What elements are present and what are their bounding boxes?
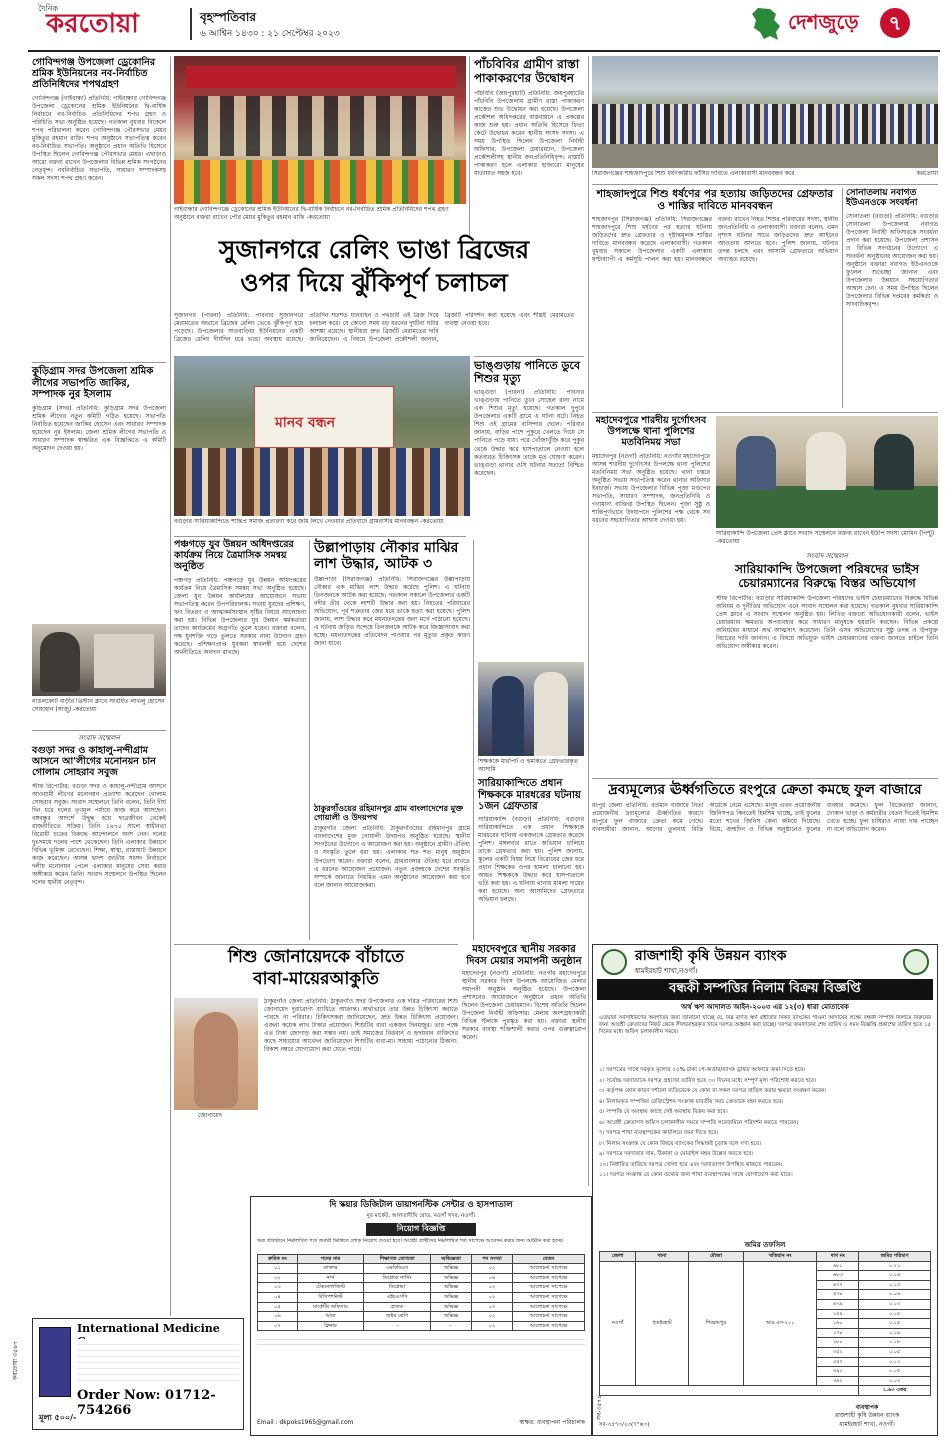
bank-intro: এতদ্বারা সর্বসাধারণের অবগতির জন্য জানানো যাচ্ছে যে, নিম্ন বর্ণিত ঋণ গ্রহীতার নিকট ব্যাংকের পাওনা আদায়ের লক্ষ্যে বন্ধকী সম্পত্তি নিলামে বিক্রয়ের জন্য আগ্রহী ক্রেতাদের নিকট থেকে সীলমোহরকৃত খামে দরপত্র আহ্বান করা যাচ্ছে। দরপত্র জমাদানের শেষ তারিখ ও সময় বিজ্ঞপ্তি প্রকাশের তারিখ হতে ১৫ দিনের মধ্যে অফিস চলাকালীন সময়ে। bbox=[599, 1015, 931, 1036]
ad-diag-table-row bbox=[258, 1292, 585, 1302]
bank-cell-total: ১.৬৩ একর bbox=[859, 1386, 931, 1396]
right-article-3 bbox=[592, 416, 710, 776]
ceremony-flowers bbox=[174, 160, 466, 204]
child-body: ঠাকুরগাঁও জেলা প্রতিনিধি: ঠাকুরগাঁও সদর উপজেলার এক দরিদ্র পরিবারের শিশু জোনায়েদ দুরারোগ্য ব্যাধিতে আক্রান্ত। অর্থাভাবে তার উন্নত চিকিৎসা করাতে পারছে না পরিবার। চিকিৎসকরা জানিয়েছেন, দ্রুত উন্নত চিকিৎসা প্রয়োজন। এজন্য কয়েক লাখ টাকার প্রয়োজন। শিশুটির বাবা একজন দিনমজুর। তার পক্ষে এত টাকা জোগাড় করা সম্ভব নয়। তাই সমাজের বিত্তবান ও হৃদয়বান ব্যক্তিদের কাছে সাহায্যের আবেদন জানিয়েছেন শিশুটির বাবা-মা। সাহায্য পাঠানোর ঠিকানা: বিকাশ নম্বরে যোগাযোগ করা যেতে পারে। bbox=[264, 998, 458, 1054]
ad-diag-table-cell: ০৫ bbox=[258, 1302, 298, 1312]
bank-th: খতিয়ান নং bbox=[743, 1252, 817, 1262]
banner-headline-sujanagar bbox=[174, 236, 574, 308]
section-title: দেশজুড়ে bbox=[788, 10, 859, 34]
right-photo-human-chain bbox=[592, 56, 938, 168]
ad-diag-table-cell: - bbox=[431, 1321, 472, 1331]
bank-table-header bbox=[600, 1252, 931, 1262]
right-photo-caption-text: সিরাজগঞ্জের শাহজাদপুরে শিশু ধর্ষণকারীর ফাঁসির দাবিতে এলাকাবাসী মানববন্ধন করে bbox=[592, 170, 795, 177]
bank-term-item: ৮। নিলাম সংক্রান্ত যে কোন বিষয়ে ব্যাংকের সিদ্ধান্তই চূড়ান্ত বলে গণ্য হবে। bbox=[599, 1140, 762, 1147]
col1-a3-headline: বগুড়া সদর ও কাহালু-নন্দীগ্রাম আসনে আ'লীগের মনোনয়ন চান গোলাম সোহরাব সবুজ bbox=[32, 745, 156, 779]
bank-cell-district: নওগাঁ bbox=[600, 1261, 636, 1386]
arrest-figure-1 bbox=[492, 676, 524, 756]
child-headline-2: বাবা-মায়েরআকুতি bbox=[253, 968, 379, 989]
bank-th: জেলা bbox=[600, 1252, 636, 1262]
drown-article bbox=[474, 360, 584, 660]
bank-table bbox=[599, 1251, 931, 1396]
bank-term-item: ১১। দরপত্র সংক্রান্ত যে কোন তথ্যের জন্য শাখা ব্যবস্থাপকের সাথে যোগাযোগ করা যাবে। bbox=[599, 1172, 793, 1179]
ad-diag-table-cell: অষ্টম শ্রেণি bbox=[364, 1312, 431, 1322]
top-photo-caption bbox=[174, 206, 466, 232]
right-photo-caption-credit: করতোয়া bbox=[916, 170, 938, 177]
bank-cell-amount: ০.১৯ bbox=[859, 1328, 931, 1338]
ad-diag-table-cell: আলোচনা সাপেক্ষে bbox=[512, 1292, 584, 1302]
bank-title: রাজশাহী কৃষি উন্নয়ন ব্যাংক bbox=[635, 948, 787, 964]
col1-rule-1 bbox=[32, 362, 166, 363]
bank-table-body bbox=[600, 1261, 931, 1395]
mahadev-body: মহাদেবপুর (নওগাঁ) প্রতিনিধি: নওগাঁর মহাদেবপুরে স্থানীয় সরকার দিবস উপলক্ষে আয়োজিত মেলার সমাপনী অনুষ্ঠান অনুষ্ঠিত হয়েছে। উপজেলা প্রশাসনের আয়োজনে অনুষ্ঠানে প্রধান অতিথি ছিলেন উপজেলা চেয়ারম্যান। বিশেষ অতিথি ছিলেন উপজেলা নির্বাহী অফিসার। মেলায় অংশগ্রহণকারী বিভিন্ন স্টলকে পুরস্কৃত করা হয়। বক্তারা স্থানীয় সরকার ব্যবস্থা শক্তিশালী করার ওপর গুরুত্বারোপ করেন। bbox=[462, 970, 586, 1042]
bank-term-item: ৭। দরপত্র শাখা ব্যবস্থাপকের কার্যালয়ে জমা দিতে হবে। bbox=[599, 1130, 719, 1137]
bank-cell-dag: ১৬০ bbox=[817, 1319, 859, 1329]
ad-diag-table-cell: ০১ bbox=[258, 1264, 298, 1274]
ad-diag-table-cell: নার্স bbox=[297, 1273, 363, 1283]
ad-diag-table-cell: ক্লিনার bbox=[297, 1321, 363, 1331]
thakur-article bbox=[314, 804, 470, 944]
portrait-figure-2 bbox=[94, 634, 154, 688]
bank-table-title: জমির তফসিল bbox=[744, 1241, 786, 1249]
press-table bbox=[716, 486, 938, 528]
chain-road bbox=[592, 144, 938, 168]
col1-a3-kicker: সংবাদ সম্মেলন bbox=[78, 734, 120, 742]
ad-diag-table-cell: - bbox=[364, 1321, 431, 1331]
ad-diag-th: শিক্ষাগত যোগ্যতা bbox=[364, 1254, 431, 1264]
right-article-2 bbox=[846, 188, 938, 408]
masthead-date: ৬ আশ্বিন ১৪৩০ : ২১ সেপ্টেম্বর ২০২৩ bbox=[200, 28, 340, 39]
right-photo2-caption-credit: -করতোয়া bbox=[716, 537, 740, 545]
ad-diag-table-cell: আলোচনা সাপেক্ষে bbox=[512, 1321, 584, 1331]
bank-cell-mouza: শিবরামপুর bbox=[688, 1261, 743, 1386]
bank-th: জমির পরিমাণ bbox=[859, 1252, 931, 1262]
bank-signer-role: ব্যবস্থাপক bbox=[855, 1403, 879, 1411]
ad-diag-table-row bbox=[258, 1321, 585, 1331]
ceremony-banner bbox=[186, 66, 456, 88]
masthead-day: বৃহস্পতিবার bbox=[200, 10, 256, 24]
ad-diag-table-cell: ডিপ্লোমা bbox=[364, 1283, 431, 1293]
bank-term-item: ৯। দরপত্রে দরদাতার নাম, ঠিকানা ও মোবাইল নম্বর উল্লেখ করতে হবে। bbox=[599, 1151, 754, 1158]
right-article-4 bbox=[716, 552, 938, 772]
right-a1-body: শাহজাদপুর (সিরাজগঞ্জ) প্রতিনিধি: সিরাজগঞ্জের শাহজাদপুরে শিশু ধর্ষণের পর হত্যার ঘটনায় জড়িতদের দ্রুত গ্রেফতার ও দৃষ্টান্তমূলক শাস্তির দাবিতে মানববন্ধন করেছে এলাকাবাসী। গতকাল বুধবার সকালে উপজেলার একটি এলাকায় ঘণ্টাব্যাপী এ কর্মসূচি পালন করা হয়। মানববন্ধনে বক্তব্য রাখেন নিহত শিশুর পরিবারের সদস্য, স্থানীয় জনপ্রতিনিধি ও এলাকাবাসী। বক্তারা বলেন, এমন নৃশংস ঘটনার সাথে জড়িতদের দ্রুত আইনের আওতায় আনতে হবে। পুলিশ জানায়, ঘটনার তদন্ত চলছে এবং আসামি গ্রেফতারে অভিযান অব্যাহত রয়েছে। bbox=[592, 216, 838, 264]
bank-term-item: ৬। আগ্রহী ক্রেতাগণ অফিস চলাকালীন সময়ে সম্পত্তি সরেজমিনে পরিদর্শন করতে পারবেন। bbox=[599, 1119, 799, 1126]
col1-portrait-photo bbox=[32, 624, 166, 696]
ad-diag-table-body bbox=[258, 1264, 585, 1331]
sari-article bbox=[478, 778, 584, 938]
right-article-1 bbox=[592, 188, 838, 408]
page-number: ৭ bbox=[880, 8, 910, 38]
ullah-body: উল্লাপাড়া (সিরাজগঞ্জ) প্রতিনিধি: সিরাজগঞ্জের উল্লাপাড়ায় নৌকার এক মাঝির লাশ উদ্ধার করেছে পুলিশ। এ ঘটনায় তিনজনকে আটক করা হয়েছে। গতকাল সকালে উপজেলার একটি নদীর তীর থেকে লাশটি উদ্ধার করা হয়। নিহতের পরিবারের অভিযোগ, পূর্ব শত্রুতার জের ধরে তাকে হত্যা করা হয়েছে। পুলিশ জানায়, লাশ উদ্ধার করে ময়নাতদন্তের জন্য মর্গে পাঠানো হয়েছে। এ ঘটনায় জড়িত সন্দেহে তিনজনকে আটক করে জিজ্ঞাসাবাদ করা হচ্ছে। ময়নাতদন্তের প্রতিবেদন পাওয়ার পর মৃত্যুর প্রকৃত কারণ জানা যাবে। bbox=[314, 576, 470, 648]
ad-medicine-product-box bbox=[39, 1327, 71, 1397]
ad-diag-table bbox=[257, 1254, 585, 1332]
ad-diag-table-cell: ০২ bbox=[472, 1283, 513, 1293]
bank-cell-thana: ধামইরহাট bbox=[636, 1261, 689, 1386]
banner-photo-caption-credit: -করতোয়া bbox=[420, 518, 444, 525]
bank-signer bbox=[807, 1404, 927, 1429]
bank-cell-dag: ১৮০ bbox=[817, 1338, 859, 1348]
ad-diag-table-cell: ০৬ bbox=[258, 1312, 298, 1322]
bank-cell-amount: ০.১৩ bbox=[859, 1299, 931, 1309]
right-a4-kicker: সংবাদ সম্মেলন bbox=[806, 552, 848, 560]
bank-cell-amount: ০.০২ bbox=[859, 1376, 931, 1386]
right-a1-headline: শাহজাদপুরে শিশু ধর্ষণের পর হত্যায় জড়িতদের গ্রেফতার ও শাস্তির দাবিতে মানববন্ধন bbox=[596, 188, 834, 213]
logo-daily-label: দৈনিক bbox=[38, 4, 59, 13]
right-photo2-caption-text: সারিয়াকান্দি উপজেলা প্রেস ক্লাবে সংবাদ সম্মেলনে বক্তব্য রাখেন ইউপি সদস্য মোমিন (পিন্টু) bbox=[716, 530, 935, 537]
ad-diag-th: পদ সংখ্যা bbox=[472, 1254, 513, 1264]
right-rule-3 bbox=[592, 778, 938, 779]
col1-portrait-caption-text: নাঙলকোট বাড়ীর খ্রিস্টান ক্লাবে সংবর্ধিত লাভলু হোসেন সোহাহান (সাজু) bbox=[32, 698, 165, 713]
bank-term-item: ৩। কর্তৃপক্ষ কোন কারণ দর্শানো ব্যতিরেকে যে কোন বা সকল দরপত্র বাতিল করার ক্ষমতা সংরক্ষণ করেন। bbox=[599, 1088, 827, 1095]
right-a4-body: স্টাফ রিপোর্টার: বগুড়ার সারিয়াকান্দি উপজেলা পরিষদের ভাইস চেয়ারম্যানের বিরুদ্ধে বিভিন্ন অনিয়ম ও দুর্নীতির অভিযোগ এনে সংবাদ সম্মেলন করা হয়েছে। গতকাল বুধবার সারিয়াকান্দি প্রেস ক্লাবে এ সংবাদ সম্মেলন অনুষ্ঠিত হয়। লিখিত বক্তব্যে অভিযোগকারী বলেন, ভাইস চেয়ারম্যান ক্ষমতার অপব্যবহার করে সাধারণ মানুষকে হয়রানি করছেন। বিভিন্ন প্রকল্পে অনিয়মের মাধ্যমে অর্থ আত্মসাৎ করেছেন। তিনি এসব অভিযোগের সুষ্ঠু তদন্ত ও উপযুক্ত বিচারের দাবি জানান। এ বিষয়ে অভিযুক্ত ভাইস চেয়ারম্যানের বক্তব্য জানতে চাইলে তিনি অভিযোগ অস্বীকার করেন। bbox=[716, 594, 938, 651]
mid-vertical-label: সব-৩৫৭৪ bbox=[596, 1394, 603, 1420]
top-photo-caption-text: গাইবান্ধার গোবিন্দগঞ্জে ড্রেকোনের শ্রমিক ইউনিয়নের দ্বি-বার্ষিক নির্বাচনে নব-নির্বাচিত শ্রমিক প্রতিনিধিদের শপথ গ্রহণ অনুষ্ঠানে বক্তব্য রাখেন পৌর মেয়র মুকিতুর রহমান রাফি bbox=[174, 206, 449, 221]
bank-cell-amount: ০.০৫ bbox=[859, 1347, 931, 1357]
ad-medicine-title: International Medicine bbox=[77, 1322, 220, 1335]
bank-cell-amount: ০.০৯ bbox=[859, 1290, 931, 1300]
right-a3-headline: মহাদেবপুরে শারদীয় দুর্গোৎসব উপলক্ষে থানা পুলিশের মতবিনিময় সভা bbox=[595, 415, 707, 448]
bank-term-item: ১। দরপত্রের সাথে দরকৃত মূল্যের ২৫% টাকা পে-অর্ডার/ব্যাংক ড্রাফট আকারে জমা দিতে হবে। bbox=[599, 1067, 806, 1073]
ullah-article bbox=[314, 540, 470, 800]
panch-body: পঞ্চগড় প্রতিনিধি: পঞ্চগড়ে যুব উন্নয়ন অধিদপ্তরের কার্যক্রম নিয়ে ত্রৈমাসিক সমন্বয় সভা অনুষ্ঠিত হয়েছে। জেলা যুব উন্নয়ন কার্যালয়ের আয়োজনে সভায় সভাপতিত্ব করেন উপপরিচালক। সভায় যুবদের প্রশিক্ষণ, ঋণ বিতরণ ও আত্মকর্মসংস্থান সৃষ্টির বিষয়ে আলোচনা করা হয়। বিভিন্ন উপজেলার যুব উন্নয়ন কর্মকর্তারা তাদের কার্যক্রমের অগ্রগতি তুলে ধরেন। বক্তারা বলেন, দক্ষ যুবশক্তি গড়ে তুলতে সরকার নানা উদ্যোগ গ্রহণ করেছে। প্রশিক্ষণপ্রাপ্ত যুবকরা স্বাবলম্বী হয়ে দেশের অর্থনীতিতে অবদান রাখছে। bbox=[174, 576, 306, 657]
ad-medicine-text bbox=[77, 1339, 239, 1385]
bank-logo bbox=[601, 949, 627, 975]
press-person-2 bbox=[806, 432, 846, 490]
left-vertical-label: করতোয়া ৩৫৯৭ bbox=[12, 1341, 19, 1380]
bank-cell-amount: ০.১৫ bbox=[859, 1319, 931, 1329]
ad-diag-table-cell: ডাক্তার bbox=[297, 1264, 363, 1274]
bank-cell-amount: ০.১৮ bbox=[859, 1338, 931, 1348]
bank-cell-dag: ৩৯১ bbox=[817, 1367, 859, 1377]
pach-headline: পাঁচবিবির গ্রামীণ রাস্তা পাকাকরণের উদ্বোধন bbox=[474, 57, 580, 85]
bank-cell-amount: ০.১৩ bbox=[859, 1280, 931, 1290]
ad-diag-table-row bbox=[258, 1283, 585, 1293]
ad-diag-table-cell: অভিজ্ঞ bbox=[431, 1283, 472, 1293]
child-headline-1: শিশু জোনায়েদকে বাঁচাতে bbox=[227, 947, 405, 967]
right-a5-headline: দ্রব্যমূল্যের ঊর্ধ্বগতিতে রংপুরে ক্রেতা কমছে ফুল বাজারে bbox=[608, 782, 922, 798]
ad-diag-table-cell: আলোচনা সাপেক্ষে bbox=[512, 1264, 584, 1274]
ad-diag-table-cell: ০২ bbox=[258, 1273, 298, 1283]
bank-table-total-row bbox=[600, 1386, 931, 1396]
bank-notice: বন্ধকী সম্পত্তির নিলাম বিক্রয় বিজ্ঞপ্তি bbox=[597, 979, 933, 1000]
ceremony-people-row bbox=[194, 96, 454, 156]
logo: করতোয়া bbox=[46, 9, 139, 39]
ad-diag-table-cell: আলোচনা সাপেক্ষে bbox=[512, 1283, 584, 1293]
bank-cell-dag: ৩৯২ bbox=[817, 1376, 859, 1386]
bank-ref: সব-৩৫৭৩/২৩(৭"×৩) bbox=[599, 1421, 650, 1428]
col1-portrait-caption-credit: -করতোয়া bbox=[73, 705, 97, 713]
ad-diag-notes bbox=[257, 1335, 585, 1349]
drown-body: ভাঙ্গুড়া (পাবনা) প্রতিনিধি: পাবনার ভাঙ্গুড়ায় পানিতে ডুবে সোহেল রানা নামে এক শিশুর মৃত্যু হয়েছে। গতকাল দুপুরে উপজেলার একটি গ্রামে এ ঘটনা ঘটে। নিহত শিশু ওই গ্রামের বাসিন্দার ছেলে। পরিবার জানায়, বাড়ির পাশে পুকুরে খেলতে গিয়ে সে পানিতে পড়ে যায়। পরে খোঁজাখুঁজি করে পুকুর থেকে উদ্ধার করে হাসপাতালে নেওয়া হলে কর্তব্যরত চিকিৎসক তাকে মৃত ঘোষণা করেন। ভাঙ্গুড়া থানার ওসি ঘটনার সত্যতা নিশ্চিত করেছেন। bbox=[474, 389, 584, 477]
col1-a2-headline: কুড়িগ্রাম সদর উপজেলা শ্রমিক লীগের সভাপতি জাকির, সম্পাদক নুর ইসলাম bbox=[32, 366, 154, 400]
bank-cell-amount: ০.১২ bbox=[859, 1357, 931, 1367]
ad-diag-th: অভিজ্ঞতা bbox=[431, 1254, 472, 1264]
sari-headline: সারিয়াকান্দিতে প্রধান শিক্ষককে মারধরের ঘটনায় ১জন গ্রেফতার bbox=[478, 778, 581, 812]
col1-a1-headline: গোবিন্দগঞ্জ উপজেলা ড্রেকোনির শ্রমিক ইউনিয়নের নব-নির্বাচিত প্রতিনিধিদের শপথগ্রহণ bbox=[32, 57, 156, 90]
right-a2-headline: সোনাতলায় নবাগত ইউএনওকে সংবর্ধনা bbox=[846, 188, 918, 209]
child-photo bbox=[174, 998, 258, 1110]
ad-diag-table-row bbox=[258, 1312, 585, 1322]
bank-cell-amount: ০.১৫ bbox=[859, 1309, 931, 1319]
mahadev-article bbox=[462, 944, 586, 1184]
bank-cell-dag: ৪৭৭ bbox=[817, 1280, 859, 1290]
ad-diag-table-cell: ০৭ bbox=[258, 1321, 298, 1331]
ad-diag-table-cell: অভিজ্ঞ bbox=[431, 1264, 472, 1274]
right-a3-body: মহাদেবপুর (নওগাঁ) প্রতিনিধি: নওগাঁর মহাদেবপুরে আসন্ন শারদীয় দুর্গোৎসব উপলক্ষে থানা পুলিশের মতবিনিময় সভা অনুষ্ঠিত হয়েছে। থানা চত্বরে অনুষ্ঠিত সভায় সভাপতিত্ব করেন থানার অফিসার ইনচার্জ। সভায় উপজেলার বিভিন্ন পূজা মণ্ডপের সভাপতি, সাধারণ সম্পাদক, জনপ্রতিনিধি ও গণ্যমান্য ব্যক্তিরা উপস্থিত ছিলেন। পূজা সুষ্ঠু ও শান্তিপূর্ণভাবে উদযাপনে পুলিশের পক্ষ থেকে সব ধরনের সহযোগিতার আশ্বাস দেওয়া হয়। bbox=[592, 452, 710, 525]
bank-table-row bbox=[600, 1261, 931, 1271]
ad-bank bbox=[592, 944, 938, 1436]
col-pach-divider bbox=[469, 56, 470, 236]
press-person-3 bbox=[874, 434, 914, 490]
logo-block bbox=[38, 4, 188, 44]
masthead-divider bbox=[190, 8, 192, 40]
ullah-headline: উল্লাপাড়ায় নৌকার মাঝির লাশ উদ্ধার, আটক ৩ bbox=[314, 540, 459, 573]
ad-diag-table-cell: ০২ bbox=[472, 1264, 513, 1274]
ad-diag-th: বেতন bbox=[512, 1254, 584, 1264]
col1-article-3 bbox=[32, 734, 166, 1314]
chain-people bbox=[592, 104, 938, 144]
bank-cell-dag: ৬৮১ bbox=[817, 1261, 859, 1271]
panch-divider bbox=[309, 540, 310, 940]
bangladesh-map-icon bbox=[750, 6, 784, 42]
bank-th: মৌজা bbox=[688, 1252, 743, 1262]
banner-photo-caption-text: বগুড়ার সারিয়াকান্দিতে শান্তিপ্র সমাজ প্রতারণা করে জমি লিখে নেওয়ার প্রতিবাদে গ্রামবাসীর মানববন্ধন bbox=[174, 518, 419, 525]
right-article-5 bbox=[592, 782, 938, 938]
banner-line-2: ওপর দিয়ে ঝুঁকিপূর্ণ চলাচল bbox=[240, 267, 508, 297]
bank-cell-dag: ৬৮৩ bbox=[817, 1271, 859, 1281]
press-person-1 bbox=[736, 436, 776, 490]
ad-diag-table-cell: ০৪ bbox=[472, 1273, 513, 1283]
ad-diag-table-cell: অভিজ্ঞ bbox=[431, 1302, 472, 1312]
ad-diag-table-row bbox=[258, 1273, 585, 1283]
ad-diag-table-cell: অভিজ্ঞ bbox=[431, 1273, 472, 1283]
ad-diag-table-cell: আয়া bbox=[297, 1312, 363, 1322]
bank-law: অর্থ ঋণ আদালত আইন-২০০৩ এর ১২(৩) ধারা মোতাবেক bbox=[681, 1003, 849, 1011]
bank-cell-amount: ০.০৫ bbox=[859, 1367, 931, 1377]
ad-diag-table-cell: রিসিপশনিস্ট bbox=[297, 1292, 363, 1302]
ad-diag-address: নুর মার্কেট, আলতাদীঘি রোড, নওগাঁ সদর, নওগাঁ। bbox=[366, 1212, 476, 1219]
sari-divider bbox=[473, 540, 474, 940]
ad-diag-table-cell: আলোচনা সাপেক্ষে bbox=[512, 1312, 584, 1322]
bank-term-item: ৫। সম্পত্তি যে অবস্থায় আছে সেই অবস্থায় বিক্রয় করা হবে। bbox=[599, 1109, 728, 1116]
ad-diag-table-cell: ০৩ bbox=[258, 1283, 298, 1293]
ad-diag-table-cell: মার্কেটিং অফিসার bbox=[297, 1302, 363, 1312]
masthead-rule bbox=[28, 50, 940, 52]
right-a2-body: সোনাতলা (বগুড়া) প্রতিনিধি: বগুড়ার সোনাতলা উপজেলায় নবাগত উপজেলা নির্বাহী অফিসারকে সংবর্ধনা প্রদান করা হয়েছে। উপজেলা প্রশাসন ও বিভিন্ন সংগঠনের উদ্যোগে এ সংবর্ধনা অনুষ্ঠানের আয়োজন করা হয়। অনুষ্ঠানে বক্তারা নবাগত ইউএনওকে ফুলেল শুভেচ্ছা জানান এবং উপজেলার উন্নয়নে সহযোগিতার আশ্বাস দেন। এ সময় উপস্থিত ছিলেন উপজেলার বিভিন্ন দপ্তরের কর্মকর্তা ও সাংবাদিকবৃন্দ। bbox=[846, 212, 938, 309]
ad-diag-table-cell: আলোচনা সাপেক্ষে bbox=[512, 1273, 584, 1283]
mid-rule-1 bbox=[174, 536, 466, 537]
portrait-figure bbox=[40, 632, 80, 692]
ad-diag-table-cell: ০২ bbox=[472, 1292, 513, 1302]
right-a4-headline: সারিয়াকান্দি উপজেলা পরিষদের ভাইস চেয়ারম্যানের বিরুদ্ধে বিস্তর অভিযোগ bbox=[734, 562, 920, 591]
protest-banner-text: মানব বন্ধন bbox=[275, 415, 336, 431]
bank-cell-dag: ১৫৯ bbox=[817, 1309, 859, 1319]
col1-a2-body: কুড়িগ্রাম (সদর) প্রতিনিধি: কুড়িগ্রাম সদর উপজেলা শ্রমিক লীগের নতুন কমিটি গঠিত হয়েছে। সভাপতি নির্বাচিত হয়েছেন জাকির হোসেন এবং সাধারণ সম্পাদক হয়েছেন নুর ইসলাম। জেলা শ্রমিক লীগের সভাপতি ও সাধারণ সম্পাদক স্বাক্ষরিত এক বিজ্ঞপ্তিতে এ কমিটি অনুমোদন দেওয়া হয়। bbox=[32, 404, 166, 452]
child-article bbox=[174, 948, 458, 1193]
ad-diag-table-cell: এইচএসসি bbox=[364, 1292, 431, 1302]
pach-body: পাঁচবিবি (জয়পুরহাট) প্রতিনিধি: জয়পুরহাটের পাঁচবিবি উপজেলায় গ্রামীণ রাস্তা পাকাকরণ কাজের শুভ উদ্বোধন করা হয়েছে। উপজেলা প্রকৌশল অধিদপ্তরের বাস্তবায়নে এ প্রকল্পের কাজ শুরু হয়। প্রধান অতিথি হিসেবে ফিতা কেটে উদ্বোধন করেন স্থানীয় সংসদ সদস্য। এ সময় উপস্থিত ছিলেন উপজেলা নির্বাহী অফিসার, উপজেলা চেয়ারম্যান, উপজেলা প্রকৌশলীসহ স্থানীয় জনপ্রতিনিধিবৃন্দ। রাস্তাটি পাকাকরণ হলে এলাকার হাজারো মানুষের যাতায়াত সহজ হবে। bbox=[474, 89, 584, 177]
bank-cell-dag: ৪৭৮ bbox=[817, 1290, 859, 1300]
right-rule-1 bbox=[592, 184, 938, 185]
bank-signer-branch: ধামইরহাট শাখা, নওগাঁ। bbox=[839, 1420, 895, 1428]
masthead-date-block bbox=[200, 10, 440, 41]
protest-crowd bbox=[174, 448, 470, 516]
bank-branch: ধামইরহাট শাখা,নওগাঁ। bbox=[635, 967, 698, 975]
thakur-body: ঠাকুরগাঁও জেলা প্রতিনিধি: ঠাকুরগাঁওয়ের রহিমানপুর গ্রামে বাংলাদেশের মুক্ত গোয়ালী উদয়পথ অনুষ্ঠিত হয়েছে। স্থানীয় সংগঠনের উদ্যোগে এ আয়োজন করা হয়। অনুষ্ঠানে গ্রামীণ ঐতিহ্য ও সংস্কৃতি তুলে ধরা হয়। এলাকার শত শত মানুষ অনুষ্ঠান উপভোগ করেন। বক্তারা বলেন, গ্রামবাংলার ঐতিহ্য ধরে রাখতে এ ধরনের আয়োজন প্রয়োজন। নতুন প্রজন্মকে দেশের সংস্কৃতি সম্পর্কে জানাতে নিয়মিত এমন অনুষ্ঠানের আয়োজন করা হবে বলে জানান আয়োজকরা। bbox=[314, 825, 470, 889]
sari-photo-arrest bbox=[478, 662, 584, 756]
right-a1-divider bbox=[842, 188, 843, 408]
col1-article-2 bbox=[32, 366, 166, 616]
ad-diag-table-wrap bbox=[251, 1254, 591, 1332]
top-photo-ceremony bbox=[174, 56, 466, 204]
banner-line-1: সুজানগরে রেলিং ভাঙা ব্রিজের bbox=[218, 235, 530, 264]
col1-article-1 bbox=[32, 58, 166, 358]
ad-diag-table-row bbox=[258, 1264, 585, 1274]
ad-diag-table-cell: ০২ bbox=[472, 1321, 513, 1331]
bank-term-item: ২। সর্বোচ্চ দরদাতাকে দরপত্র গ্রহণের তারিখ হতে ৩০ দিনের মধ্যে সম্পূর্ণ মূল্য পরিশোধ করতে হবে। bbox=[599, 1077, 817, 1084]
bank-cell-dag: ৩৫২ bbox=[817, 1347, 859, 1357]
bank-table-wrap bbox=[599, 1251, 931, 1396]
col1-a3-body: স্টাফ রিপোর্টার: বগুড়া সদর ও কাহালু-নন্দীগ্রাম আসনে আওয়ামী লীগের মনোনয়ন প্রত্যাশা করেছেন গোলাম সোহরাব সবুজ। সংবাদ সম্মেলনে তিনি বলেন, তিনি দীর্ঘ দিন ধরে দলের তৃণমূল পর্যায়ে কাজ করে আসছেন। বঙ্গবন্ধুর আদর্শে উদ্বুদ্ধ হয়ে ছাত্রজীবন থেকেই রাজনীতিতে সক্রিয়। তিনি ১৯৭৫ সালে স্বাধীনতা বিরোধী চক্রের বিরুদ্ধে আন্দোলনে অংশ নেন। দলের দুঃসময়ে দলের পাশে থেকেছেন। তিনি এলাকার উন্নয়নে বিভিন্ন ভূমিকা রেখেছেন। শিক্ষা, স্বাস্থ্য, রাস্তাঘাট উন্নয়নে কাজ করেছেন। আসন্ন দ্বাদশ জাতীয় সংসদ নির্বাচনে দলীয় মনোনয়ন পেলে এলাকার মানুষের সেবা করার অঙ্গীকার করেন তিনি। সংবাদ সম্মেলনে উপস্থিত ছিলেন দলের স্থানীয় নেতৃবৃন্দ। bbox=[32, 783, 166, 887]
mahadev-headline: মহাদেবপুরে স্থানীয় সরকার দিবস মেয়ার সমাপনী অনুষ্ঠান bbox=[466, 944, 582, 967]
ad-diag-intro: অত্র প্রতিষ্ঠানে নিম্নলিখিত পদে জরুরী ভিত্তিতে লোক নিয়োগ দেওয়া হবে। আগ্রহী প্রার্থীদের নিম্নলিখিত শর্ত সাপেক্ষে আবেদন করার জন্য আহ্বান করা হচ্ছে। bbox=[257, 1237, 564, 1244]
pach-rule bbox=[474, 356, 584, 357]
ad-diag-email: Email : dkpoks1965@gmail.com bbox=[257, 1419, 354, 1427]
ad-diag-th: পদের নাম bbox=[297, 1254, 363, 1264]
child-figure bbox=[194, 1012, 238, 1108]
ad-diag-table-cell: অভিজ্ঞ bbox=[431, 1312, 472, 1322]
bank-cell-amount: ০.১৬ bbox=[859, 1271, 931, 1281]
bank-th: দাগ নং bbox=[817, 1252, 859, 1262]
bank-cell-amount: ০.২১ bbox=[859, 1261, 931, 1271]
sari-body: সারিয়াকান্দি (বগুড়া) প্রতিনিধি: বগুড়ার সারিয়াকান্দিতে এক প্রধান শিক্ষককে মারধরের ঘটনায় একজনকে গ্রেফতার করেছে পুলিশ। মঙ্গলবার রাতে অভিযান চালিয়ে তাকে গ্রেফতার করা হয়। পুলিশ জানায়, স্কুলের একটি বিষয় নিয়ে বিরোধের জের ধরে প্রধান শিক্ষকের ওপর হামলা চালানো হয়। আহত শিক্ষককে উদ্ধার করে হাসপাতালে ভর্তি করা হয়। এ ঘটনায় থানায় মামলা দায়ের করা হয়েছে। অন্য আসামিদের গ্রেফতারে অভিযান চলছে। bbox=[478, 815, 584, 903]
ad-medicine-order: Order Now: 01712-754266 bbox=[77, 1388, 216, 1418]
ad-diag-table-header bbox=[258, 1254, 585, 1264]
sari-photo-caption: শিক্ষককে মারপিট ও হুমকিতে গ্রেফতারকৃত আসামি bbox=[478, 758, 578, 773]
ad-diag-table-cell: অভিজ্ঞ bbox=[431, 1292, 472, 1302]
ad-diag-th: ক্রমিক নং bbox=[258, 1254, 298, 1264]
top-photo-caption-credit: -করতোয়া bbox=[306, 213, 330, 221]
right-photo-press bbox=[716, 416, 938, 528]
right-a5-body: রংপুর জেলা প্রতিনিধি: বর্তমান বাজারে নিত্য প্রয়োজনীয় দ্রব্যমূল্যের ঊর্ধ্বগতির কারণে রংপুরে ফুল বাজারে ক্রেতা কমে গেছে। ব্যবসায়ীরা জানান, আগের তুলনায় বিক্রি অর্ধেকে নেমে এসেছে। মানুষ এখন প্রয়োজনীয় জিনিসপত্র কিনতেই হিমশিম খাচ্ছে, তাই ফুলের মতো শখের জিনিস কেনা কমিয়ে দিয়েছে। বিয়ে, জন্মদিন ও বিভিন্ন অনুষ্ঠানেও ফুলের ব্যবহার কমেছে। ফুল বিক্রেতারা জানান, দোকান ভাড়া ও কর্মচারীর বেতন দিতেই হিমশিম খেতে হচ্ছে। ফুল চাষিরাও ন্যায্য দাম পাচ্ছেন না বলে অভিযোগ করেন। bbox=[592, 802, 938, 834]
masthead bbox=[0, 0, 945, 50]
col1-col2-divider bbox=[170, 56, 171, 1316]
bank-cell-khatian: আর.এস-২০১ bbox=[743, 1261, 817, 1386]
banner-photo-protest bbox=[174, 356, 470, 516]
bank-terms bbox=[599, 1067, 931, 1239]
panch-article bbox=[174, 540, 306, 960]
col1-rule-2 bbox=[32, 730, 166, 731]
ad-diag-table-cell: স্নাতক bbox=[364, 1302, 431, 1312]
thakur-headline: ঠাকুরগাঁওয়ের রহিমানপুর গ্রাম বাংলাদেশের মুক্ত গোয়ালী ও উদয়পথ bbox=[314, 803, 464, 823]
ad-diag-footer: স্বাক্ষর: ব্যবস্থাপনা পরিচালক bbox=[519, 1419, 585, 1427]
center-right-divider bbox=[588, 56, 589, 1186]
ad-diag-table-cell: টেকনোলজিস্ট bbox=[297, 1283, 363, 1293]
ad-diag-table-cell: ০২ bbox=[472, 1312, 513, 1322]
arrest-figure-2 bbox=[534, 672, 568, 756]
bank-signer-bank: রাজশাহী কৃষি উন্নয়ন ব্যাংক bbox=[834, 1412, 900, 1420]
bank-term-item: ১০। নির্ধারিত তারিখে দরপত্র খোলা হবে এবং দরদাতাগণ উপস্থিত থাকতে পারবেন। bbox=[599, 1161, 783, 1168]
ad-diag-table-cell: এমবিবিএস bbox=[364, 1264, 431, 1274]
banner-body: সুজানগর (পাবনা) প্রতিনিধি: পাবনার সুজানগরে মেরামতের অভাবে ব্রিজের রেলিং ভেঙে ঝুঁকিপূর্ণ হয়ে পড়েছে। উপজেলার সাতবাড়িয়া ইউনিয়নের একটি ব্রিজের রেলিং দীর্ঘদিন ধরে ভাঙা অবস্থায় রয়েছে। প্রতিদিন শতশত যানবাহন ও পথচারী এই ব্রিজ দিয়ে চলাচল করে। যে কোনো সময় বড় ধরনের দুর্ঘটনা ঘটার আশঙ্কা রয়েছে। স্থানীয়রা দ্রুত ব্রিজটি মেরামতের দাবি জানিয়েছেন। এ বিষয়ে উপজেলা প্রকৌশলী জানান, ব্রিজটি পরিদর্শন করা হয়েছে এবং শীঘ্রই মেরামতের ব্যবস্থা নেওয়া হবে। bbox=[174, 312, 574, 344]
ad-diag-table-cell: ০৪ bbox=[258, 1292, 298, 1302]
ad-diag-title: দি স্কয়ার ডিজিটাল ডায়াগনস্টিক সেন্টার ও হাসপাতাল bbox=[329, 1200, 513, 1210]
ad-diag-banner: নিয়োগ বিজ্ঞপ্তি bbox=[366, 1223, 476, 1236]
ad-diag-table-cell: ডিপ্লোমা নার্সিং bbox=[364, 1273, 431, 1283]
protest-banner bbox=[254, 386, 394, 448]
ad-diag-table-row bbox=[258, 1302, 585, 1312]
ad-diagnostic bbox=[250, 1196, 592, 1436]
child-rule bbox=[174, 944, 458, 945]
right-photo-caption bbox=[592, 170, 938, 182]
right-rule-2 bbox=[592, 412, 938, 413]
col1-a1-body: গোবিন্দগঞ্জ (গাইবান্ধা) প্রতিনিধি: গাইবান্ধার গোবিন্দগঞ্জ উপজেলা ড্রেকোনের শ্রমিক ইউনিয়নের দ্বি-বার্ষিক নির্বাচনে নব-নির্বাচিত প্রতিনিধিদের শপথ গ্রহণ ও পরিচিতি সভা অনুষ্ঠিত হয়েছে। গতকাল বুধবার বিকেলে শপথ পরিচালনা করেন গোবিন্দগঞ্জ পৌরসভার মেয়র মুকিতুর রহমান রাফি। শপথ অনুষ্ঠানে সভাপতিত্ব করেন নব-নির্বাচিত সভাপতি। অনুষ্ঠানে প্রধান অতিথি হিসেবে উপস্থিত ছিলেন গোবিন্দগঞ্জ পৌরসভার মেয়র। এছাড়াও আরো বক্তব্য রাখেন উপজেলার বিভিন্ন শ্রমিক সংগঠনের নেতৃবৃন্দ। নবনির্বাচিত সভাপতি, সাধারণ সম্পাদকসহ সকল সদস্য শপথ গ্রহণ করেন। bbox=[32, 94, 166, 183]
bank-total-spacer bbox=[600, 1386, 859, 1396]
panch-headline: পঞ্চগড়ে যুব উন্নয়ন অধিদপ্তরের কার্যক্রম নিয়ে ত্রৈমাসিক সমন্বয় অনুষ্ঠিত bbox=[174, 539, 294, 572]
ad-diag-table-cell: ০৩ bbox=[472, 1302, 513, 1312]
bank-seal bbox=[903, 949, 929, 975]
bank-cell-dag: ৪৭৯ bbox=[817, 1299, 859, 1309]
ad-medicine bbox=[32, 1318, 244, 1430]
col1-portrait-caption bbox=[32, 698, 166, 728]
bank-cell-dag: ১৭৮ bbox=[817, 1328, 859, 1338]
ad-medicine-price: মূল্য ৫০০/- bbox=[39, 1413, 77, 1422]
bank-th: থানা bbox=[636, 1252, 689, 1262]
bank-term-item: ৪। নিলামকৃত সম্পত্তির রেজিস্ট্রেশন সংক্রান্ত যাবতীয় খরচ ক্রেতাকে বহন করতে হবে। bbox=[599, 1098, 784, 1105]
right-photo2-caption bbox=[716, 530, 938, 550]
ad-diag-table-cell: আলোচনা সাপেক্ষে bbox=[512, 1302, 584, 1312]
bank-cell-dag: ৩৫৭ bbox=[817, 1357, 859, 1367]
child-name-caption: জোনায়েদ bbox=[198, 1112, 222, 1119]
section-badge bbox=[750, 6, 910, 42]
drown-headline: ভাঙ্গুড়ায় পানিতে ডুবে শিশুর মৃত্যু bbox=[474, 359, 581, 385]
